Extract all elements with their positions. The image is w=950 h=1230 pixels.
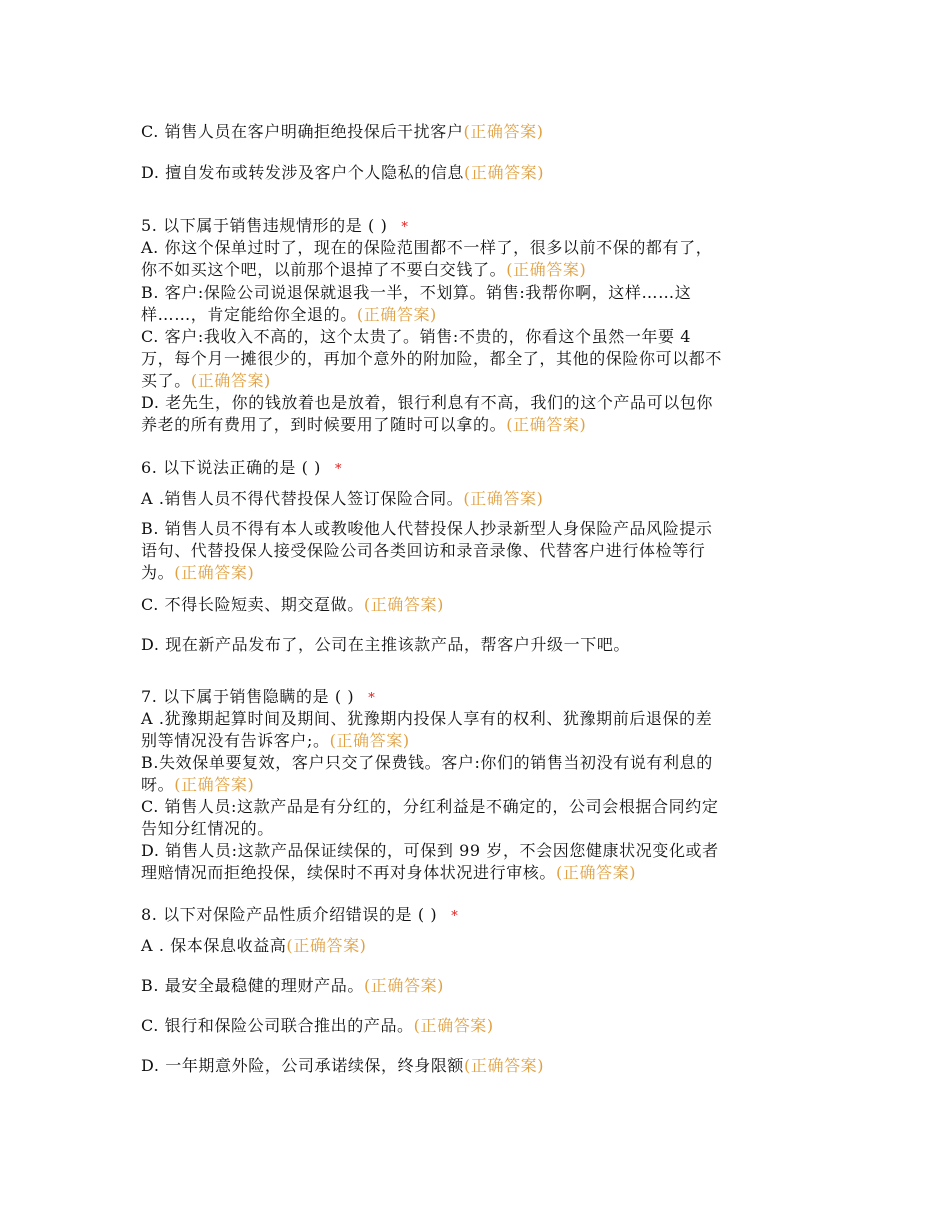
answer-tag: (正确答案)	[190, 371, 271, 390]
answer-tag: (正确答案)	[174, 775, 255, 794]
answer-tag: (正确答案)	[174, 563, 255, 582]
q7-option-d-line1: D. 销售人员:这款产品保证续保的，可保到 99 岁，不会因您健康状况变化或者	[141, 841, 719, 860]
q8-option-b: B. 最安全最稳健的理财产品。(正确答案)	[141, 976, 445, 995]
q8-option-a: A . 保本保息收益高(正确答案)	[141, 936, 367, 955]
question-6-title: 6. 以下说法正确的是 ( ) *	[141, 458, 343, 477]
required-mark: *	[368, 691, 376, 706]
q8-option-c: C. 银行和保险公司联合推出的产品。(正确答案)	[141, 1016, 494, 1035]
answer-tag: (正确答案)	[464, 163, 545, 182]
answer-tag: (正确答案)	[363, 595, 444, 614]
q7-option-a-line1: A .犹豫期起算时间及期间、犹豫期内投保人享有的权利、犹豫期前后退保的差	[141, 709, 713, 728]
q6-option-d: D. 现在新产品发布了，公司在主推该款产品，帮客户升级一下吧。	[141, 635, 631, 654]
required-mark: *	[335, 462, 343, 477]
q5-option-b-line2: 样……，肯定能给你全退的。(正确答案)	[141, 305, 437, 324]
q5-option-d-line1: D. 老先生，你的钱放着也是放着，银行利息有不高，我们的这个产品可以包你	[141, 393, 714, 412]
answer-tag: (正确答案)	[463, 489, 544, 508]
q7-option-c-line2: 告知分红情况的。	[141, 819, 274, 838]
answer-tag: (正确答案)	[463, 122, 544, 141]
q5-option-d-line2: 养老的所有费用了，到时候要用了随时可以拿的。(正确答案)	[141, 415, 587, 434]
q5-option-c-line1: C. 客户:我收入不高的，这个太贵了。销售:不贵的，你看这个虽然一年要 4	[141, 327, 692, 346]
question-8-title: 8. 以下对保险产品性质介绍错误的是 ( ) *	[141, 905, 459, 924]
q6-option-b-line3: 为。(正确答案)	[141, 563, 255, 582]
q6-option-b-line2: 语句、代替投保人接受保险公司各类回访和录音录像、代替客户进行体检等行	[141, 541, 706, 560]
answer-tag: (正确答案)	[464, 1056, 545, 1075]
answer-tag: (正确答案)	[356, 305, 437, 324]
answer-tag: (正确答案)	[286, 936, 367, 955]
q6-option-a: A .销售人员不得代替投保人签订保险合同。(正确答案)	[141, 489, 544, 508]
question-7-title: 7. 以下属于销售隐瞒的是 ( ) *	[141, 687, 376, 706]
q5-option-c-line3: 买了。(正确答案)	[141, 371, 271, 390]
option-top-d: D. 擅自发布或转发涉及客户个人隐私的信息(正确答案)	[141, 163, 545, 182]
q5-option-c-line2: 万，每个月一摊很少的，再加个意外的附加险，都全了，其他的保险你可以都不	[141, 349, 723, 368]
answer-tag: (正确答案)	[329, 731, 410, 750]
q5-option-a-line2: 你不如买这个吧，以前那个退掉了不要白交钱了。(正确答案)	[141, 260, 587, 279]
q5-option-a-line1: A. 你这个保单过时了，现在的保险范围都不一样了，很多以前不保的都有了，	[141, 238, 713, 257]
answer-tag: (正确答案)	[413, 1016, 494, 1035]
q7-option-b-line1: B.失效保单要复效，客户只交了保费钱。客户:你们的销售当初没有说有利息的	[141, 753, 713, 772]
question-5-title: 5. 以下属于销售违规情形的是 ( ) *	[141, 216, 409, 235]
q5-option-b-line1: B. 客户:保险公司说退保就退我一半，不划算。销售:我帮你啊，这样……这	[141, 283, 692, 302]
q7-option-d-line2: 理赔情况而拒绝投保，续保时不再对身体状况进行审核。(正确答案)	[141, 863, 637, 882]
required-mark: *	[401, 220, 409, 235]
q6-option-b-line1: B. 销售人员不得有本人或教唆他人代替投保人抄录新型人身保险产品风险提示	[141, 519, 713, 538]
q6-option-c: C. 不得长险短卖、期交趸做。(正确答案)	[141, 595, 444, 614]
q7-option-b-line2: 呀。(正确答案)	[141, 775, 255, 794]
q8-option-d: D. 一年期意外险，公司承诺续保，终身限额(正确答案)	[141, 1056, 545, 1075]
answer-tag: (正确答案)	[506, 415, 587, 434]
required-mark: *	[451, 909, 459, 924]
answer-tag: (正确答案)	[556, 863, 637, 882]
q7-option-a-line2: 别等情况没有告诉客户;。(正确答案)	[141, 731, 410, 750]
answer-tag: (正确答案)	[506, 260, 587, 279]
option-top-c: C. 销售人员在客户明确拒绝投保后干扰客户(正确答案)	[141, 122, 544, 141]
answer-tag: (正确答案)	[363, 976, 445, 995]
q7-option-c-line1: C. 销售人员:这款产品是有分红的，分红利益是不确定的，公司会根据合同约定	[141, 797, 719, 816]
